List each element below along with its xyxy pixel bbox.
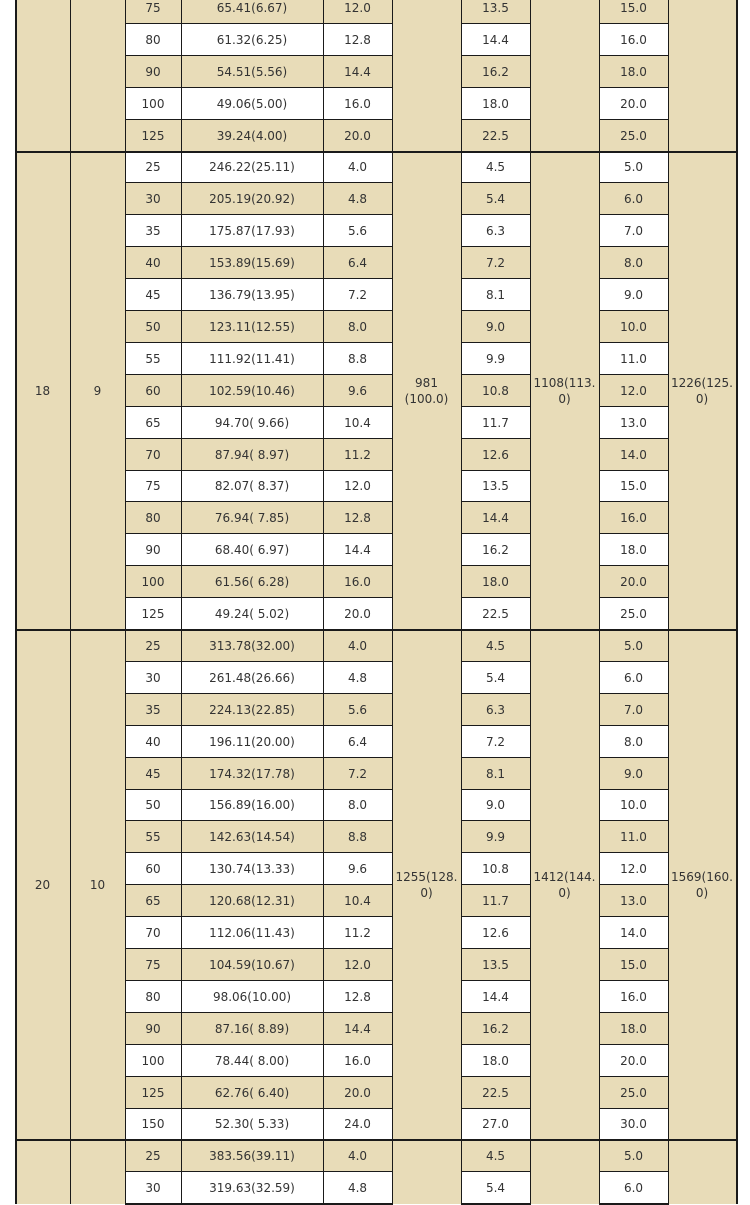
table-cell: 54.51(5.56) xyxy=(181,56,323,88)
table-cell: 16.2 xyxy=(461,1013,530,1045)
table-cell: 14.0 xyxy=(599,439,668,471)
table-cell: 5.6 xyxy=(323,215,392,247)
group-col2-cell xyxy=(70,1140,125,1204)
table-cell: 5.4 xyxy=(461,183,530,215)
table-cell: 16.0 xyxy=(599,502,668,534)
table-cell: 196.11(20.00) xyxy=(181,726,323,758)
group-col6-cell xyxy=(392,1140,461,1204)
table-cell: 11.7 xyxy=(461,885,530,917)
table-cell: 125 xyxy=(125,120,181,152)
table-cell: 10.4 xyxy=(323,885,392,917)
table-cell: 15.0 xyxy=(599,949,668,981)
table-cell: 4.8 xyxy=(323,1172,392,1204)
group-col1-cell xyxy=(15,0,70,152)
table-cell: 150 xyxy=(125,1109,181,1141)
table-cell: 7.2 xyxy=(461,726,530,758)
table-cell: 142.63(14.54) xyxy=(181,821,323,853)
table-cell: 9.9 xyxy=(461,343,530,375)
column-divider xyxy=(323,0,324,152)
group-col10-cell xyxy=(668,1140,736,1204)
table-right-border xyxy=(736,1140,738,1204)
table-cell: 8.0 xyxy=(323,311,392,343)
table-cell: 9.6 xyxy=(323,375,392,407)
table-cell: 4.8 xyxy=(323,662,392,694)
column-divider xyxy=(181,1140,182,1204)
table-cell: 7.2 xyxy=(323,279,392,311)
group-divider xyxy=(15,629,737,631)
table-cell: 9.0 xyxy=(461,311,530,343)
table-cell: 7.2 xyxy=(461,247,530,279)
column-divider xyxy=(125,152,126,631)
table-cell: 30.0 xyxy=(599,1109,668,1141)
group-col8-cell: 1412(144. 0) xyxy=(530,630,599,1140)
table-left-border xyxy=(15,630,17,1140)
table-cell: 25 xyxy=(125,1140,181,1172)
table-cell: 14.4 xyxy=(461,981,530,1013)
column-divider xyxy=(599,630,600,1140)
group-col10-cell: 1569(160. 0) xyxy=(668,630,736,1140)
column-divider xyxy=(530,152,531,631)
table-cell: 18.0 xyxy=(599,534,668,566)
table-cell: 18.0 xyxy=(461,1045,530,1077)
table-cell: 16.2 xyxy=(461,534,530,566)
table-cell: 70 xyxy=(125,917,181,949)
table-cell: 45 xyxy=(125,279,181,311)
table-cell: 40 xyxy=(125,726,181,758)
table-cell: 20.0 xyxy=(323,1077,392,1109)
table-cell: 8.1 xyxy=(461,758,530,790)
table-cell: 68.40( 6.97) xyxy=(181,534,323,566)
table-cell: 136.79(13.95) xyxy=(181,279,323,311)
table-cell: 9.0 xyxy=(599,758,668,790)
column-divider xyxy=(461,0,462,152)
table-cell: 7.0 xyxy=(599,694,668,726)
table-cell: 65.41(6.67) xyxy=(181,0,323,24)
table-cell: 156.89(16.00) xyxy=(181,790,323,822)
group-col2-cell: 9 xyxy=(70,152,125,631)
column-divider xyxy=(461,152,462,631)
column-divider xyxy=(461,630,462,1140)
table-cell: 11.0 xyxy=(599,343,668,375)
table-cell: 80 xyxy=(125,981,181,1013)
table-cell: 16.0 xyxy=(323,88,392,120)
table-cell: 100 xyxy=(125,1045,181,1077)
table-cell: 39.24(4.00) xyxy=(181,120,323,152)
column-divider xyxy=(668,0,669,152)
table-cell: 20.0 xyxy=(323,120,392,152)
column-divider xyxy=(530,1140,531,1204)
table-cell: 9.6 xyxy=(323,853,392,885)
table-cell: 7.0 xyxy=(599,215,668,247)
table-cell: 90 xyxy=(125,534,181,566)
table-cell: 16.0 xyxy=(599,981,668,1013)
table-cell: 6.0 xyxy=(599,1172,668,1204)
table-cell: 11.2 xyxy=(323,917,392,949)
table-cell: 14.0 xyxy=(599,917,668,949)
table-cell: 6.0 xyxy=(599,183,668,215)
table-cell: 60 xyxy=(125,375,181,407)
table-cell: 55 xyxy=(125,821,181,853)
table-cell: 65 xyxy=(125,885,181,917)
table-cell: 383.56(39.11) xyxy=(181,1140,323,1172)
table-cell: 125 xyxy=(125,598,181,630)
table-cell: 4.5 xyxy=(461,630,530,662)
table-cell: 18.0 xyxy=(599,1013,668,1045)
table-cell: 12.6 xyxy=(461,439,530,471)
table-cell: 18.0 xyxy=(461,566,530,598)
group-col6-cell xyxy=(392,0,461,152)
table-cell: 9.0 xyxy=(461,790,530,822)
table-cell: 14.4 xyxy=(323,56,392,88)
table-cell: 98.06(10.00) xyxy=(181,981,323,1013)
table-cell: 15.0 xyxy=(599,0,668,24)
column-divider xyxy=(668,1140,669,1204)
table-cell: 102.59(10.46) xyxy=(181,375,323,407)
table-cell: 6.4 xyxy=(323,247,392,279)
table-cell: 18.0 xyxy=(461,88,530,120)
column-divider xyxy=(70,152,71,631)
group-col8-cell xyxy=(530,0,599,152)
group-col2-cell: 10 xyxy=(70,630,125,1140)
column-divider xyxy=(323,630,324,1140)
table-cell: 12.8 xyxy=(323,981,392,1013)
table-cell: 52.30( 5.33) xyxy=(181,1109,323,1141)
table-cell: 13.0 xyxy=(599,407,668,439)
column-divider xyxy=(70,630,71,1140)
table-cell: 319.63(32.59) xyxy=(181,1172,323,1204)
table-right-border xyxy=(736,152,738,631)
column-divider xyxy=(70,0,71,152)
table-cell: 8.0 xyxy=(599,247,668,279)
table-cell: 12.0 xyxy=(323,471,392,503)
table-cell: 14.4 xyxy=(323,534,392,566)
table-cell: 14.4 xyxy=(461,502,530,534)
table-cell: 5.0 xyxy=(599,630,668,662)
table-cell: 104.59(10.67) xyxy=(181,949,323,981)
table-cell: 16.0 xyxy=(323,566,392,598)
column-divider xyxy=(323,152,324,631)
table-cell: 62.76( 6.40) xyxy=(181,1077,323,1109)
table-cell: 75 xyxy=(125,0,181,24)
table-right-border xyxy=(736,630,738,1140)
table-cell: 5.0 xyxy=(599,1140,668,1172)
table-cell: 10.8 xyxy=(461,853,530,885)
table-cell: 224.13(22.85) xyxy=(181,694,323,726)
table-cell: 11.7 xyxy=(461,407,530,439)
table-cell: 5.4 xyxy=(461,1172,530,1204)
table-cell: 13.5 xyxy=(461,949,530,981)
table-left-border xyxy=(15,1140,17,1204)
table-cell: 49.24( 5.02) xyxy=(181,598,323,630)
table-cell: 4.0 xyxy=(323,630,392,662)
table-cell: 50 xyxy=(125,311,181,343)
table-cell: 246.22(25.11) xyxy=(181,152,323,184)
table-cell: 16.0 xyxy=(599,24,668,56)
table-cell: 90 xyxy=(125,56,181,88)
column-divider xyxy=(530,630,531,1140)
table-cell: 4.0 xyxy=(323,1140,392,1172)
table-cell: 4.5 xyxy=(461,152,530,184)
table-cell: 27.0 xyxy=(461,1109,530,1141)
table-cell: 5.0 xyxy=(599,152,668,184)
table-right-border xyxy=(736,0,738,152)
table-cell: 22.5 xyxy=(461,120,530,152)
table-cell: 20.0 xyxy=(323,598,392,630)
table-cell: 78.44( 8.00) xyxy=(181,1045,323,1077)
table-cell: 12.0 xyxy=(599,853,668,885)
table-cell: 8.1 xyxy=(461,279,530,311)
table-cell: 123.11(12.55) xyxy=(181,311,323,343)
table-cell: 8.8 xyxy=(323,821,392,853)
table-cell: 76.94( 7.85) xyxy=(181,502,323,534)
table-cell: 6.0 xyxy=(599,662,668,694)
table-cell: 30 xyxy=(125,662,181,694)
table-cell: 20.0 xyxy=(599,566,668,598)
column-divider xyxy=(392,0,393,152)
table-cell: 15.0 xyxy=(599,471,668,503)
table-cell: 35 xyxy=(125,694,181,726)
table-cell: 4.5 xyxy=(461,1140,530,1172)
table-cell: 10.0 xyxy=(599,311,668,343)
table-cell: 6.3 xyxy=(461,215,530,247)
table-cell: 14.4 xyxy=(461,24,530,56)
table-cell: 100 xyxy=(125,566,181,598)
table-cell: 22.5 xyxy=(461,598,530,630)
group-divider xyxy=(15,151,737,153)
table-cell: 6.4 xyxy=(323,726,392,758)
group-col8-cell xyxy=(530,1140,599,1204)
table-cell: 22.5 xyxy=(461,1077,530,1109)
column-divider xyxy=(125,1140,126,1204)
column-divider xyxy=(599,1140,600,1204)
table-cell: 5.4 xyxy=(461,662,530,694)
table-cell: 35 xyxy=(125,215,181,247)
table-cell: 205.19(20.92) xyxy=(181,183,323,215)
column-divider xyxy=(125,0,126,152)
table-cell: 25 xyxy=(125,630,181,662)
table-cell: 13.0 xyxy=(599,885,668,917)
table-cell: 20.0 xyxy=(599,1045,668,1077)
table-cell: 175.87(17.93) xyxy=(181,215,323,247)
table-cell: 16.2 xyxy=(461,56,530,88)
table-cell: 45 xyxy=(125,758,181,790)
table-cell: 50 xyxy=(125,790,181,822)
column-divider xyxy=(181,0,182,152)
table-cell: 112.06(11.43) xyxy=(181,917,323,949)
table-cell: 25.0 xyxy=(599,598,668,630)
table-cell: 80 xyxy=(125,502,181,534)
table-cell: 60 xyxy=(125,853,181,885)
group-col1-cell: 18 xyxy=(15,152,70,631)
table-cell: 12.0 xyxy=(599,375,668,407)
group-col10-cell: 1226(125. 0) xyxy=(668,152,736,631)
column-divider xyxy=(599,0,600,152)
table-cell: 174.32(17.78) xyxy=(181,758,323,790)
column-divider xyxy=(392,1140,393,1204)
table-cell: 5.6 xyxy=(323,694,392,726)
table-cell: 49.06(5.00) xyxy=(181,88,323,120)
table-cell: 12.0 xyxy=(323,0,392,24)
table-cell: 61.56( 6.28) xyxy=(181,566,323,598)
table-cell: 130.74(13.33) xyxy=(181,853,323,885)
table-cell: 65 xyxy=(125,407,181,439)
table-cell: 261.48(26.66) xyxy=(181,662,323,694)
table-cell: 11.0 xyxy=(599,821,668,853)
column-divider xyxy=(125,630,126,1140)
table-cell: 120.68(12.31) xyxy=(181,885,323,917)
table-cell: 20.0 xyxy=(599,88,668,120)
table-cell: 18.0 xyxy=(599,56,668,88)
table-cell: 8.0 xyxy=(599,726,668,758)
column-divider xyxy=(461,1140,462,1204)
table-cell: 12.8 xyxy=(323,24,392,56)
table-cell: 61.32(6.25) xyxy=(181,24,323,56)
table-cell: 25 xyxy=(125,152,181,184)
table-cell: 94.70( 9.66) xyxy=(181,407,323,439)
table-cell: 30 xyxy=(125,183,181,215)
column-divider xyxy=(70,1140,71,1204)
table-left-border xyxy=(15,152,17,631)
table-cell: 75 xyxy=(125,471,181,503)
table-cell: 9.9 xyxy=(461,821,530,853)
table-cell: 14.4 xyxy=(323,1013,392,1045)
column-divider xyxy=(668,630,669,1140)
table-cell: 24.0 xyxy=(323,1109,392,1141)
column-divider xyxy=(530,0,531,152)
table-cell: 82.07( 8.37) xyxy=(181,471,323,503)
group-divider xyxy=(15,1139,737,1141)
column-divider xyxy=(181,152,182,631)
table-cell: 70 xyxy=(125,439,181,471)
table-cell: 30 xyxy=(125,1172,181,1204)
table-cell: 4.8 xyxy=(323,183,392,215)
table-cell: 10.4 xyxy=(323,407,392,439)
table-cell: 55 xyxy=(125,343,181,375)
table-cell: 25.0 xyxy=(599,1077,668,1109)
table-cell: 40 xyxy=(125,247,181,279)
table-cell: 13.5 xyxy=(461,0,530,24)
column-divider xyxy=(392,630,393,1140)
table-cell: 13.5 xyxy=(461,471,530,503)
group-col1-cell: 20 xyxy=(15,630,70,1140)
table-cell: 16.0 xyxy=(323,1045,392,1077)
table-cell: 313.78(32.00) xyxy=(181,630,323,662)
column-divider xyxy=(323,1140,324,1204)
table-left-border xyxy=(15,0,17,152)
table-cell: 75 xyxy=(125,949,181,981)
table-cell: 7.2 xyxy=(323,758,392,790)
table-cell: 25.0 xyxy=(599,120,668,152)
column-divider xyxy=(181,630,182,1140)
table-cell: 9.0 xyxy=(599,279,668,311)
table-cell: 10.8 xyxy=(461,375,530,407)
table-cell: 153.89(15.69) xyxy=(181,247,323,279)
group-col8-cell: 1108(113. 0) xyxy=(530,152,599,631)
group-col1-cell xyxy=(15,1140,70,1204)
group-col2-cell xyxy=(70,0,125,152)
group-col6-cell: 1255(128. 0) xyxy=(392,630,461,1140)
group-col10-cell xyxy=(668,0,736,152)
table-cell: 125 xyxy=(125,1077,181,1109)
table-cell: 8.8 xyxy=(323,343,392,375)
table-cell: 4.0 xyxy=(323,152,392,184)
table-cell: 80 xyxy=(125,24,181,56)
table-cell: 100 xyxy=(125,88,181,120)
table-cell: 12.8 xyxy=(323,502,392,534)
table-cell: 90 xyxy=(125,1013,181,1045)
column-divider xyxy=(392,152,393,631)
table-cell: 87.94( 8.97) xyxy=(181,439,323,471)
table-cell: 12.6 xyxy=(461,917,530,949)
table-cell: 6.3 xyxy=(461,694,530,726)
column-divider xyxy=(668,152,669,631)
table-cell: 12.0 xyxy=(323,949,392,981)
group-col6-cell: 981 (100.0) xyxy=(392,152,461,631)
table-cell: 87.16( 8.89) xyxy=(181,1013,323,1045)
table-cell: 111.92(11.41) xyxy=(181,343,323,375)
table-cell: 10.0 xyxy=(599,790,668,822)
table-cell: 8.0 xyxy=(323,790,392,822)
table-cell: 11.2 xyxy=(323,439,392,471)
column-divider xyxy=(599,152,600,631)
